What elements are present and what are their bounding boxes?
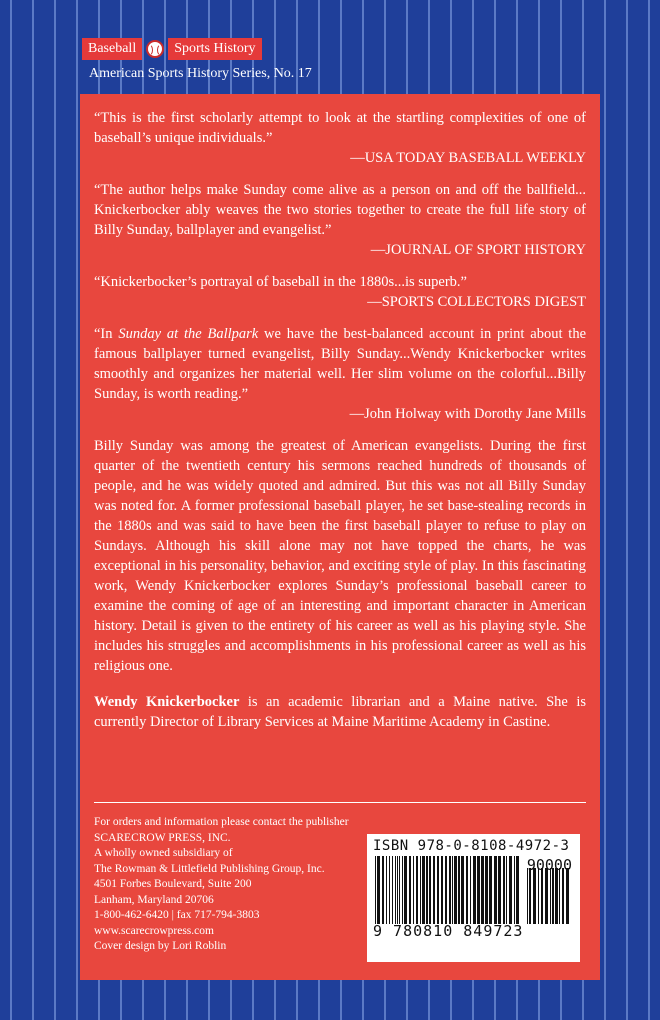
barcode-stripe <box>466 856 468 924</box>
quote-3-source: —SPORTS COLLECTORS DIGEST <box>367 294 586 310</box>
series-subtitle: American Sports History Series, No. 17 <box>89 66 312 81</box>
barcode-box <box>367 834 580 962</box>
publisher-line: Cover design by Lori Roblin <box>94 940 227 952</box>
barcode-stripe <box>433 856 435 924</box>
barcode-stripe <box>509 856 512 924</box>
ean-barcode <box>373 856 521 924</box>
publisher-line: For orders and information please contact the publisher <box>94 816 349 828</box>
barcode-stripe <box>498 856 501 924</box>
barcode-stripe <box>533 868 536 924</box>
barcode-stripe <box>441 856 443 924</box>
publisher-line: A wholly owned subsidiary of <box>94 847 233 859</box>
barcode-stripe <box>555 868 558 924</box>
barcode-stripe <box>545 868 548 924</box>
barcode-stripe <box>454 856 457 924</box>
barcode-stripe <box>458 856 460 924</box>
barcode-stripe <box>477 856 480 924</box>
barcode-stripe <box>422 856 425 924</box>
author-name: Wendy Knickerbocker <box>94 694 240 710</box>
barcode-stripe <box>404 856 407 924</box>
author-bio <box>94 692 586 732</box>
barcode-stripe <box>429 856 431 924</box>
barcode-stripe <box>409 856 411 924</box>
barcode-stripe <box>397 856 398 924</box>
publisher-info <box>94 815 349 955</box>
barcode-stripe <box>529 868 531 924</box>
quote-3-text: “Knickerbocker’s portrayal of baseball in the 1880s...is superb.” <box>94 274 467 290</box>
publisher-line: SCARECROW PRESS, INC. <box>94 831 231 844</box>
author-bio-text: is an academic librarian and a Maine native. She is currently Director of Library Services at Maine Maritime Academy in Castine. <box>94 694 586 730</box>
quote-1-text: “This is the first scholarly attempt to look at the startling complexities of one of baseball’s unique individuals.” <box>94 110 586 146</box>
quote-4-book-title: Sunday at the Ballpark <box>118 326 259 342</box>
series-banner <box>82 38 262 60</box>
quote-4-source: —John Holway with Dorothy Jane Mills <box>349 406 586 422</box>
barcode-stripe <box>538 868 539 924</box>
publisher-line: Lanham, Maryland 20706 <box>94 893 214 906</box>
barcode-stripe <box>550 868 551 924</box>
barcode-stripe <box>386 856 387 924</box>
barcode-stripe <box>399 856 400 924</box>
isbn-label: ISBN 978-0-8108-4972-3 <box>373 838 570 854</box>
barcode-stripe <box>382 856 384 924</box>
barcode-stripe <box>452 856 453 924</box>
barcode-stripe <box>559 868 560 924</box>
quote-4-text <box>94 324 586 404</box>
quote-4-text-post: we have the best-balanced account in print about the famous ballplayer turned evangelist, Billy Sunday...Wendy Knickerbocker writes smoothly and organizes her material well. Her slim volume on the colorful...Billy Sunday, is worth reading.” <box>94 326 587 402</box>
barcode-stripe <box>395 856 396 924</box>
back-cover-panel <box>80 94 600 980</box>
book-description: Billy Sunday was among the greatest of American evangelists. During the first quarter of the twentieth century his sermons reached hundreds of thousands of people, and he was widely quoted and admired. But this was not all Billy Sunday was noted for. A former professional baseball player, he set base-stealing records in the 1880s and was said to have been the first baseball player to refuse to play on Sundays. Although his skill alone may not have topped the charts, he was exceptional in his personality, behavior, and exciting style of play. In this fascinating work, Wendy Knickerbocker explores Sunday’s professional baseball career to examine the coming of age of an interesting and important character in American history. Detail is given to the entirety of his career as well as his playing style. She includes his struggles and accomplishments in his professional career as well as his religious one. <box>94 438 586 674</box>
price-code: 90000 <box>526 856 572 874</box>
barcode-stripe <box>420 856 421 924</box>
publisher-line: The Rowman & Littlefield Publishing Group, Inc. <box>94 862 325 875</box>
barcode-stripe <box>514 856 515 924</box>
barcode-stripe <box>470 856 471 924</box>
quote-1 <box>94 108 586 168</box>
barcode-stripe <box>449 856 451 924</box>
barcode-digits: 9 780810 849723 <box>373 922 524 940</box>
barcode-stripe <box>445 856 447 924</box>
barcode-stripe <box>377 856 380 924</box>
barcode-stripe <box>494 856 497 924</box>
barcode-stripe <box>481 856 484 924</box>
series-tag-baseball: Baseball <box>82 38 142 60</box>
barcode-stripe <box>375 856 376 924</box>
quote-2-source: —JOURNAL OF SPORT HISTORY <box>370 242 586 258</box>
barcode-stripe <box>566 868 569 924</box>
publisher-line: www.scarecrowpress.com <box>94 924 214 937</box>
quote-2 <box>94 180 586 260</box>
quote-4 <box>94 324 586 424</box>
quote-2-text: “The author helps make Sunday come alive as a person on and off the ballfield... Knickerbocker ably weaves the two stories together to create the full life story of Billy Sunday, ballplayer and evangelist.” <box>94 182 586 238</box>
barcode-stripe <box>541 868 543 924</box>
quote-4-text-pre: “In <box>94 326 119 342</box>
barcode-stripe <box>506 856 507 924</box>
barcode-stripe <box>416 856 418 924</box>
barcode-stripe <box>516 856 519 924</box>
barcode-stripe <box>426 856 428 924</box>
quote-1-source: —USA TODAY BASEBALL WEEKLY <box>350 150 586 166</box>
divider-line <box>94 802 586 803</box>
barcode-stripe <box>489 856 492 924</box>
barcode-stripe <box>473 856 476 924</box>
barcode-stripe <box>389 856 390 924</box>
barcode-stripe <box>527 868 528 924</box>
barcode-stripe <box>461 856 464 924</box>
barcode-stripe <box>562 868 564 924</box>
barcode-stripe <box>413 856 414 924</box>
barcode-stripe <box>552 868 554 924</box>
publisher-line: 4501 Forbes Boulevard, Suite 200 <box>94 878 252 890</box>
price-barcode <box>525 868 573 924</box>
barcode-stripe <box>392 856 393 924</box>
barcode-stripe <box>485 856 488 924</box>
barcode-stripe <box>437 856 439 924</box>
series-tag-sports-history: Sports History <box>168 38 261 60</box>
barcode-stripe <box>402 856 403 924</box>
barcode-stripe <box>503 856 505 924</box>
publisher-line: 1-800-462-6420 | fax 717-794-3803 <box>94 909 260 921</box>
quote-3 <box>94 272 586 312</box>
baseball-icon <box>146 40 164 58</box>
